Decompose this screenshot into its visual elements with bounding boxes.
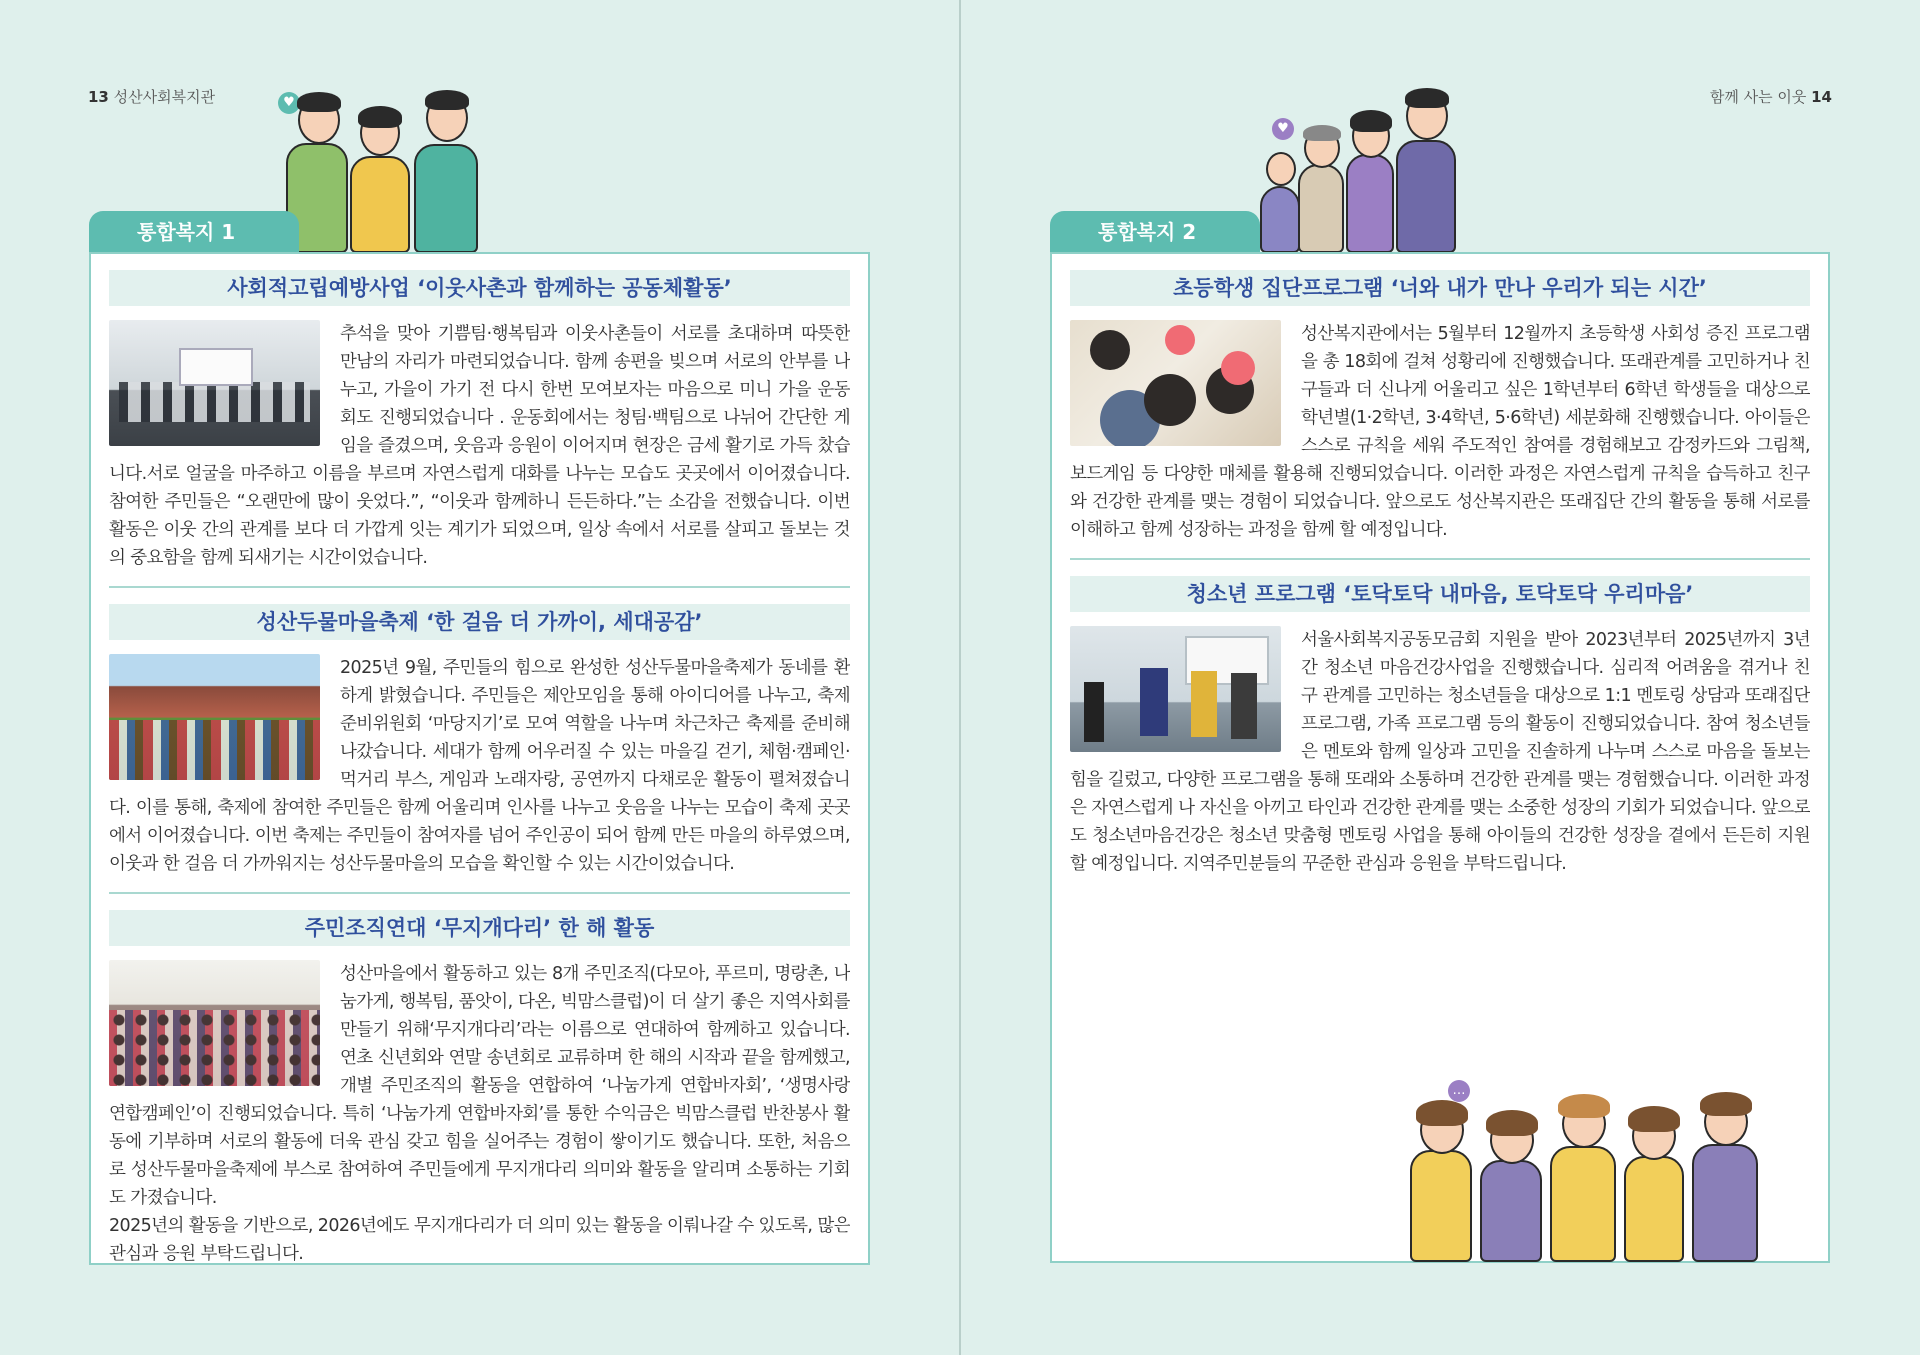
right-header-title: 함께 사는 이웃	[1709, 88, 1807, 106]
book-spine	[959, 0, 961, 1355]
right-page-number: 14	[1811, 88, 1832, 106]
article-title: 성산두물마을축제 ‘한 걸음 더 가까이, 세대공감’	[109, 604, 850, 640]
article-body: 성산마을에서 활동하고 있는 8개 주민조직(다모아, 푸르미, 명랑촌, 나눔가게, 행복팀, 품앗이, 다온, 빅맘스클럽)이 더 살기 좋은 지역사회를 만들기 위해‘무지개다리’라는 이름으로 연대하여 함께하고 있습니다. 연초 신년회와 연말 송년회로 교류하며 한 해의 시작과 끝을 함께했고, 개별 주민조직의 활동을 연합하여 ‘나눔가게 연합바자회’, ‘생명사랑 연합캠페인’이 진행되었습니다. 특히 ‘나눔가게 연합바자회’를 통한 수익금은 빅맘스클럽 반찬봉사 활동에 기부하며 서로의 활동에 더욱 관심 갖고 힘을 실어주는 경험이 쌓이기도 했습니다. 또한, 처음으로 성산두물마을축제에 부스로 참여하여 주민들에게 무지개다리 의미와 활동을 알리며 소통하는 기회도 가졌습니다.	[109, 964, 850, 1208]
heart-icon: ♥	[278, 92, 300, 114]
article-rainbow-bridge	[109, 910, 850, 1268]
article-body: 추석을 맞아 기쁨팀·행복팀과 이웃사촌들이 서로를 초대하며 따뜻한 만남의 자리가 마련되었습니다. 함께 송편을 빚으며 서로의 안부를 나누고, 가을이 가기 전 다시 한번 모여보자는 마음으로 미니 가을 운동회도 진행되었습니다 . 운동회에서는 청팀·백팀으로 나뉘어 간단한 게임을 즐겼으며, 웃음과 응원이 이어지며 현장은 금세 활기로 가득 찼습니다.서로 얼굴을 마주하고 이름을 부르며 자연스럽게 대화를 나누는 모습도 곳곳에서 이어졌습니다. 참여한 주민들은 “오랜만에 많이 웃었다.”, “이웃과 함께하니 든든하다.”는 소감을 전했습니다. 이번 활동은 이웃 간의 관계를 보다 더 가깝게 잇는 계기가 되었으며, 일상 속에서 서로를 살피고 돌보는 것의 중요함을 함께 되새기는 시간이었습니다.	[109, 324, 850, 568]
community-event-photo	[109, 320, 320, 446]
left-content-panel	[89, 252, 870, 1265]
article-body: 성산복지관에서는 5월부터 12월까지 초등학생 사회성 증진 프로그램을 총 18회에 걸쳐 성황리에 진행했습니다. 또래관계를 고민하거나 친구들과 더 신나게 어울리고 싶은 1학년부터 6학년 학생들을 대상으로 학년별(1·2학년, 3·4학년, 5·6학년) 세분화해 진행했습니다. 아이들은 스스로 규칙을 세워 주도적인 참여를 경험해보고 감정카드와 그림책, 보드게임 등 다양한 매체를 활용해 진행되었습니다. 이러한 과정은 자연스럽게 규칙을 습득하고 친구와 건강한 관계를 맺는 경험이 되었습니다. 앞으로도 성산복지관은 또래집단 간의 활동을 통해 서로를 이해하고 함께 성장하는 과정을 함께 할 예정입니다.	[1070, 324, 1810, 540]
section-divider	[1070, 558, 1810, 560]
team-tab-2: 통합복지 2	[1050, 211, 1260, 253]
article-title: 주민조직연대 ‘무지개다리’ 한 해 활동	[109, 910, 850, 946]
family-illustration	[1250, 88, 1470, 253]
article-title: 초등학생 집단프로그램 ‘너와 내가 만나 우리가 되는 시간’	[1070, 270, 1810, 306]
section-divider	[109, 892, 850, 894]
article-isolation-prevention	[109, 270, 850, 572]
article-youth-program	[1070, 576, 1810, 878]
heart-icon: ♥	[1272, 118, 1294, 140]
section-divider	[109, 586, 850, 588]
left-header-title: 성산사회복지관	[113, 88, 216, 106]
article-children-program	[1070, 270, 1810, 544]
article-body: 서울사회복지공동모금회 지원을 받아 2023년부터 2025년까지 3년간 청소년 마음건강사업을 진행했습니다. 심리적 어려움을 겪거나 친구 관계를 고민하는 청소년들을 대상으로 1:1 멘토링 상담과 또래집단 프로그램, 가족 프로그램 등의 활동이 진행되었습니다. 참여 청소년들은 멘토와 함께 일상과 고민을 진솔하게 나누며 스스로 마음을 돌보는 힘을 길렀고, 다양한 프로그램을 통해 또래와 소통하며 건강한 관계를 맺는 경험했습니다. 이러한 과정은 자연스럽게 나 자신을 아끼고 타인과 건강한 관계를 맺는 소중한 성장의 기회가 되었습니다. 앞으로도 청소년마음건강은 청소년 맞춤형 멘토링 사업을 통해 아이들의 건강한 성장을 곁에서 든든히 지원할 예정입니다. 지역주민분들의 꾸준한 관심과 응원을 부탁드립니다.	[1070, 630, 1810, 874]
right-page-folio	[1710, 86, 1832, 107]
article-title: 사회적고립예방사업 ‘이웃사촌과 함께하는 공동체활동’	[109, 270, 850, 306]
article-closing: 2025년의 활동을 기반으로, 2026년에도 무지개다리가 더 의미 있는 활동을 이뤄나갈 수 있도록, 많은 관심과 응원 부탁드립니다.	[109, 1216, 850, 1264]
article-title: 청소년 프로그램 ‘토닥토닥 내마음, 토닥토닥 우리마음’	[1070, 576, 1810, 612]
speech-bubble-icon: …	[1448, 1080, 1470, 1102]
children-program-photo	[1070, 320, 1281, 446]
left-page-folio	[88, 86, 215, 107]
students-illustration	[1380, 1040, 1800, 1262]
youth-mentoring-photo	[1070, 626, 1281, 752]
left-page-number: 13	[88, 88, 109, 106]
resident-gathering-photo	[109, 960, 320, 1086]
team-tab-1: 통합복지 1	[89, 211, 299, 253]
village-festival-photo	[109, 654, 320, 780]
article-body: 2025년 9월, 주민들의 힘으로 완성한 성산두물마을축제가 동네를 환하게 밝혔습니다. 주민들은 제안모임을 통해 아이디어를 나누고, 축제준비위원회 ‘마당지기’로 모여 역할을 나누며 차근차근 축제를 준비해 나갔습니다. 세대가 함께 어우러질 수 있는 마을길 걷기, 체험·캠페인·먹거리 부스, 게임과 노래자랑, 공연까지 다채로운 활동이 펼쳐졌습니다. 이를 통해, 축제에 참여한 주민들은 함께 어울리며 인사를 나누고 웃음을 나누는 모습이 축제 곳곳에서 이어졌습니다. 이번 축제는 주민들이 참여자를 넘어 주인공이 되어 함께 만든 마을의 하루였으며, 이웃과 한 걸음 더 가까워지는 성산두물마을의 모습을 확인할 수 있는 시간이었습니다.	[109, 658, 850, 874]
volunteers-illustration	[268, 88, 498, 253]
article-village-festival	[109, 604, 850, 878]
